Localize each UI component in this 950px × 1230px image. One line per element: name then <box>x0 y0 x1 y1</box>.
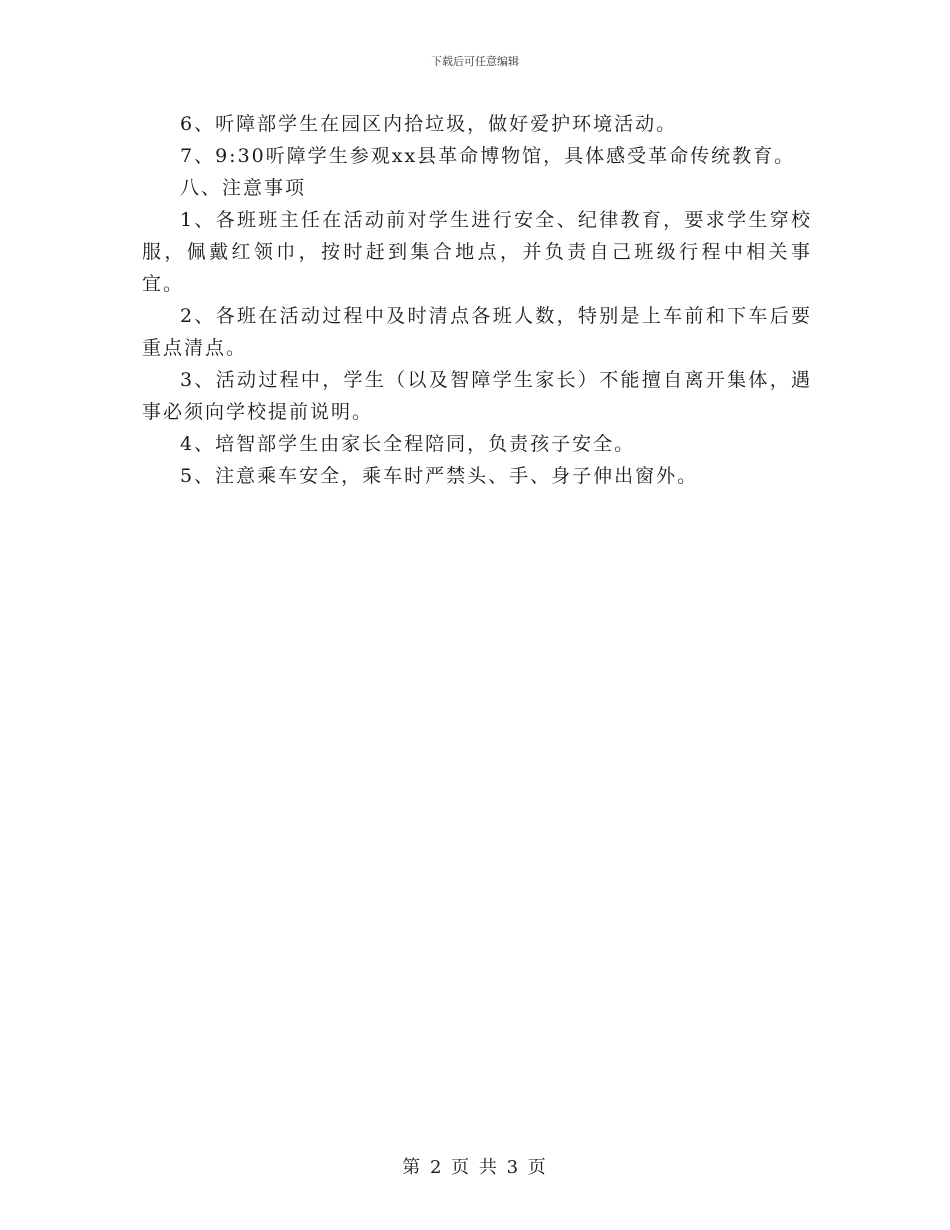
paragraph: 5、注意乘车安全，乘车时严禁头、手、身子伸出窗外。 <box>180 465 699 487</box>
page-header-note: 下载后可任意编辑 <box>431 55 519 68</box>
section-heading: 八、注意事项 <box>180 177 307 199</box>
paragraph: 4、培智部学生由家长全程陪同，负责孩子安全。 <box>180 433 636 455</box>
paragraph: 2、各班在活动过程中及时清点各班人数，特别是上车前和下车后要重点清点。 <box>142 305 812 359</box>
paragraph: 1、各班班主任在活动前对学生进行安全、纪律教育，要求学生穿校服，佩戴红领巾，按时赶到集合地点，并负责自己班级行程中相关事宜。 <box>142 209 812 295</box>
paragraph: 3、活动过程中，学生（以及智障学生家长）不能擅自离开集体，遇事必须向学校提前说明。 <box>142 369 812 423</box>
document-body <box>142 108 812 492</box>
page-number: 第 2 页 共 3 页 <box>402 1157 548 1178</box>
paragraph: 7、9:30听障学生参观xx县革命博物馆，具体感受革命传统教育。 <box>180 145 796 167</box>
paragraph: 6、听障部学生在园区内拾垃圾，做好爱护环境活动。 <box>180 113 678 135</box>
